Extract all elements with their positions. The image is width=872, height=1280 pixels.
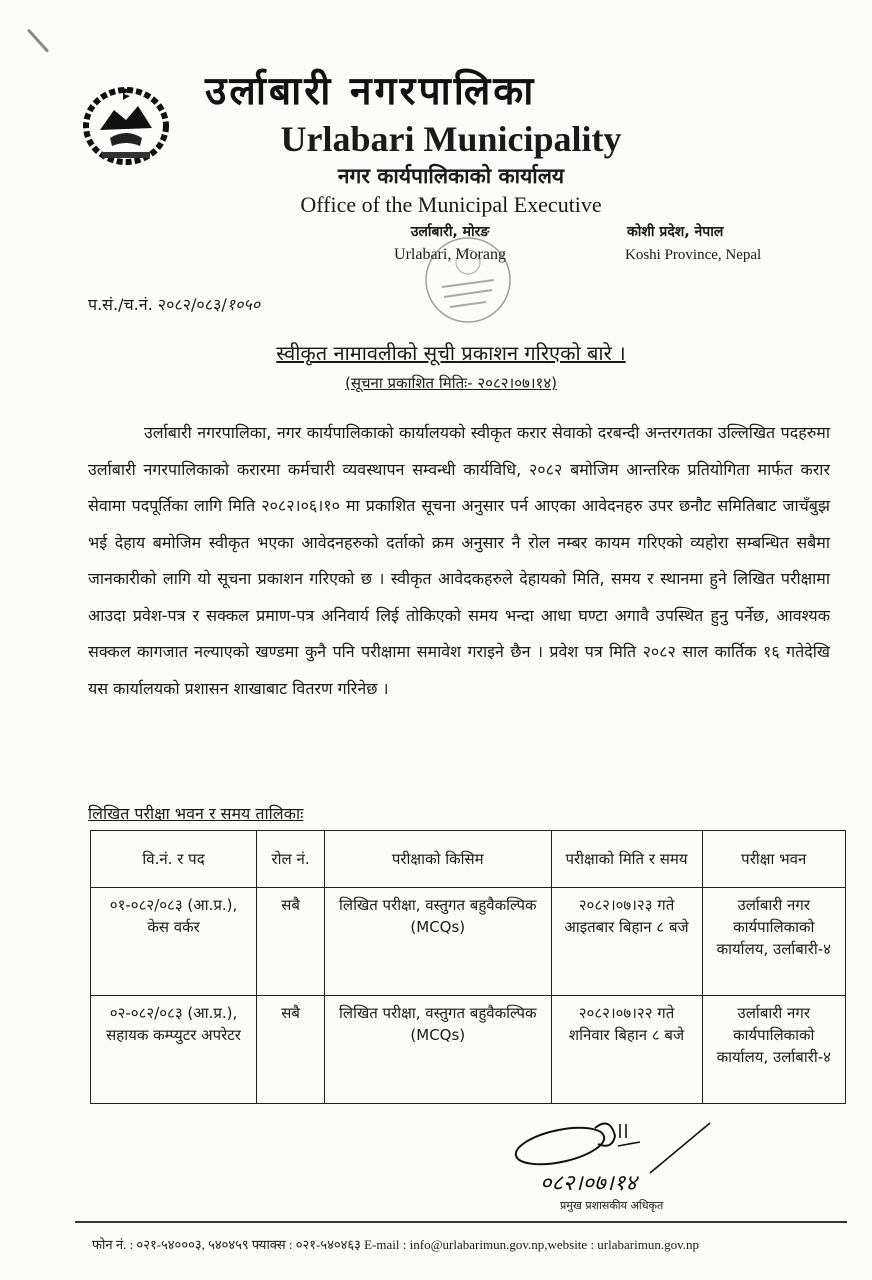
reference-handwritten-number: १०५०	[226, 295, 261, 314]
header-exam-datetime: परीक्षाको मिति र समय	[551, 831, 702, 888]
signatory-title: प्रमुख प्रशासकीय अधिकृत	[560, 1199, 664, 1212]
header-exam-venue: परीक्षा भवन	[702, 831, 845, 888]
header-exam-type: परीक्षाको किसिम	[325, 831, 552, 888]
office-name-nepali: नगर कार्यपालिकाको कार्यालय	[337, 164, 565, 188]
header-roll: रोल नं.	[257, 831, 325, 888]
table-row	[91, 888, 846, 996]
table-row	[91, 996, 846, 1104]
province-nepali: कोशी प्रदेश, नेपाल	[627, 224, 724, 240]
cell-exam-venue: उर्लाबारी नगर कार्यपालिकाको कार्यालय, उर्लाबारी-४	[702, 888, 845, 996]
staple-mark	[27, 28, 49, 52]
province-english: Koshi Province, Nepal	[625, 247, 762, 263]
cell-exam-type: लिखित परीक्षा, वस्तुगत बहुवैकल्पिक (MCQs)	[325, 996, 552, 1104]
municipality-name-nepali: उर्लाबारी नगरपालिका	[205, 69, 537, 114]
notice-body: उर्लाबारी नगरपालिका, नगर कार्यपालिकाको कार्यालयको स्वीकृत करार सेवाको दरबन्दी अन्तरगतका उल्लिखित पदहरुमा उर्लाबारी नगरपालिकाको करारमा कर्मचारी व्यवस्थापन सम्वन्धी कार्यविधि, २०८२ बमोजिम आन्तरिक प्रतियोगिता मार्फत करार सेवामा पदपूर्तिका लागि मिति २०८२।०६।१० मा प्रकाशित सूचना अनुसार पर्न आएका आवेदनहरु उपर छनौट समितिबाट जाचँबुझ भई देहाय बमोजिम स्वीकृत भएका आवेदनहरुको दर्ताको क्रम अनुसार नै रोल नम्बर कायम गरिएको व्यहोरा सम्बन्धित सबैमा जानकारीको लागि यो सूचना प्रकाशन गरिएको छ । स्वीकृत आवेदकहरुले देहायको मिति, समय र स्थानमा हुने लिखित परीक्षामा आउदा प्रवेश-पत्र र सक्कल प्रमाण-पत्र अनिवार्य लिई तोकिएको समय भन्दा आधा घण्टा अगावै उपस्थित हुनु पर्नेछ, आवश्यक सक्कल कागजात नल्याएको खण्डमा कुनै पनि परीक्षामा समावेश गराइने छैन । प्रवेश पत्र मिति २०८२ साल कार्तिक १६ गतेदेखि यस कार्यालयको प्रशासन शाखाबाट वितरण गरिनेछ ।	[88, 423, 830, 698]
office-stamp	[420, 232, 515, 327]
cell-exam-datetime: २०८२।०७।२२ गते शनिवार बिहान ८ बजे	[551, 996, 702, 1104]
cell-roll: सबै	[257, 996, 325, 1104]
exam-schedule-table	[90, 830, 846, 1104]
cell-post: ०२-०८२/०८३ (आ.प्र.), सहायक कम्प्युटर अपरेटर	[91, 996, 257, 1104]
footer-divider	[75, 1221, 847, 1223]
office-name-english: Office of the Municipal Executive	[300, 192, 602, 217]
header-post: वि.नं. र पद	[91, 831, 257, 888]
address-nepali: उर्लाबारी, मोरङ	[410, 224, 490, 240]
signature-date: ०८२।०७।१४	[540, 1171, 637, 1196]
cell-exam-datetime: २०८२।०७।२३ गते आइतबार बिहान ८ बजे	[551, 888, 702, 996]
table-header-row	[91, 831, 846, 888]
notice-published-date: (सूचना प्रकाशित मितिः- २०८२।०७।१४)	[345, 374, 557, 392]
exam-schedule-title: लिखित परीक्षा भवन र समय तालिकाः	[88, 804, 304, 823]
reference-prefix: प.सं./च.नं. २०८२/०८३/	[88, 295, 227, 314]
address-english: Urlabari, Morang	[394, 246, 506, 263]
cell-roll: सबै	[257, 888, 325, 996]
reference-number	[88, 293, 260, 315]
cell-exam-venue: उर्लाबारी नगर कार्यपालिकाको कार्यालय, उर्लाबारी-४	[702, 996, 845, 1104]
cell-exam-type: लिखित परीक्षा, वस्तुगत बहुवैकल्पिक (MCQs)	[325, 888, 552, 996]
municipality-name-english: Urlabari Municipality	[280, 119, 622, 159]
signature-scribble	[500, 1118, 730, 1198]
footer-contact: फोन नं. : ०२१-५४०००३, ५४०४५९ फ्याक्स : ०२१-५४०४६३ E-mail : info@urlabarimun.gov.np,website : urlabarimun.gov.np	[92, 1237, 699, 1252]
notice-subject: स्वीकृत नामावलीको सूची प्रकाशन गरिएको बारे ।	[276, 341, 626, 365]
cell-post: ०१-०८२/०८३ (आ.प्र.), केस वर्कर	[91, 888, 257, 996]
